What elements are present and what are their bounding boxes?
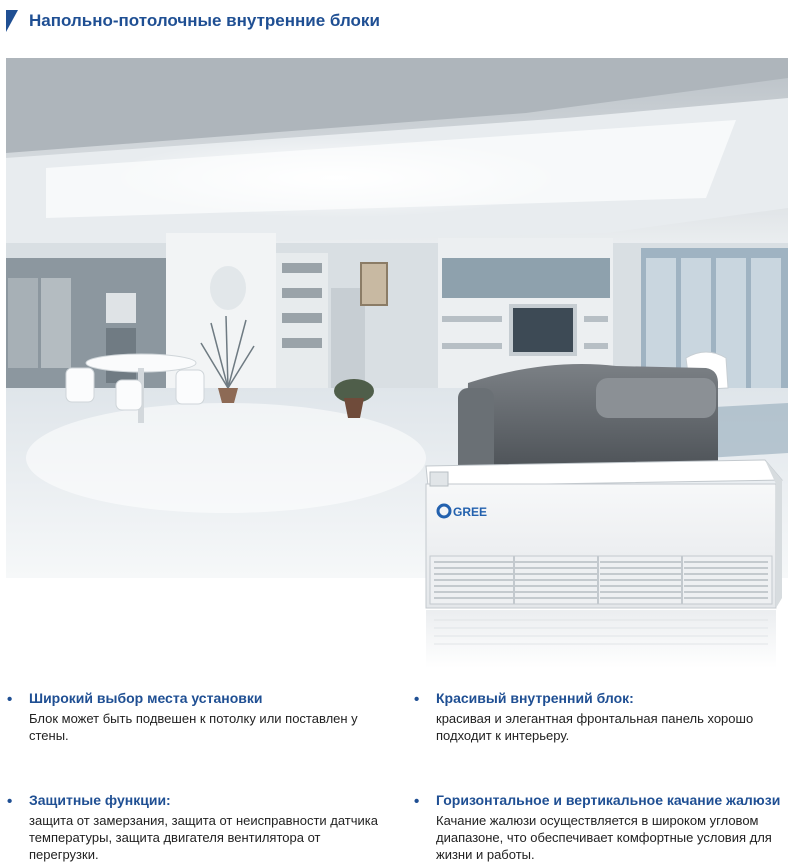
feature-list: [0, 685, 805, 861]
feature-louver-swing: [414, 792, 805, 863]
feature-title: Широкий выбор места установки: [29, 690, 263, 706]
feature-title: Красивый внутренний блок:: [436, 690, 634, 706]
feature-title: Защитные функции:: [29, 792, 171, 808]
feature-design: [414, 690, 805, 744]
feature-installation: [7, 690, 399, 744]
feature-text: Блок может быть подвешен к потолку или поставлен у стены.: [29, 711, 358, 743]
bullet-icon: •: [7, 691, 13, 708]
feature-protection: [7, 792, 399, 863]
page-title: Напольно-потолочные внутренние блоки: [29, 11, 380, 30]
feature-text: защита от замерзания, защита от неисправности датчика температуры, защита двигателя вентилятора от перегрузки.: [29, 813, 378, 862]
indoor-unit-illustration: [420, 458, 788, 668]
feature-text: красивая и элегантная фронтальная панель хорошо подходит к интерьеру.: [436, 711, 754, 743]
title-corner-mark: [6, 10, 18, 32]
feature-text: Качание жалюзи осуществляется в широком угловом диапазоне, что обеспечивает комфортные условия для жизни и работы.: [436, 813, 772, 862]
bullet-icon: •: [7, 793, 13, 810]
gree-logo: GREE: [453, 505, 488, 519]
bullet-icon: •: [414, 691, 420, 708]
bullet-icon: •: [414, 793, 420, 810]
indoor-unit-product: [420, 458, 788, 668]
feature-title: Горизонтальное и вертикальное качание жалюзи: [436, 792, 781, 808]
